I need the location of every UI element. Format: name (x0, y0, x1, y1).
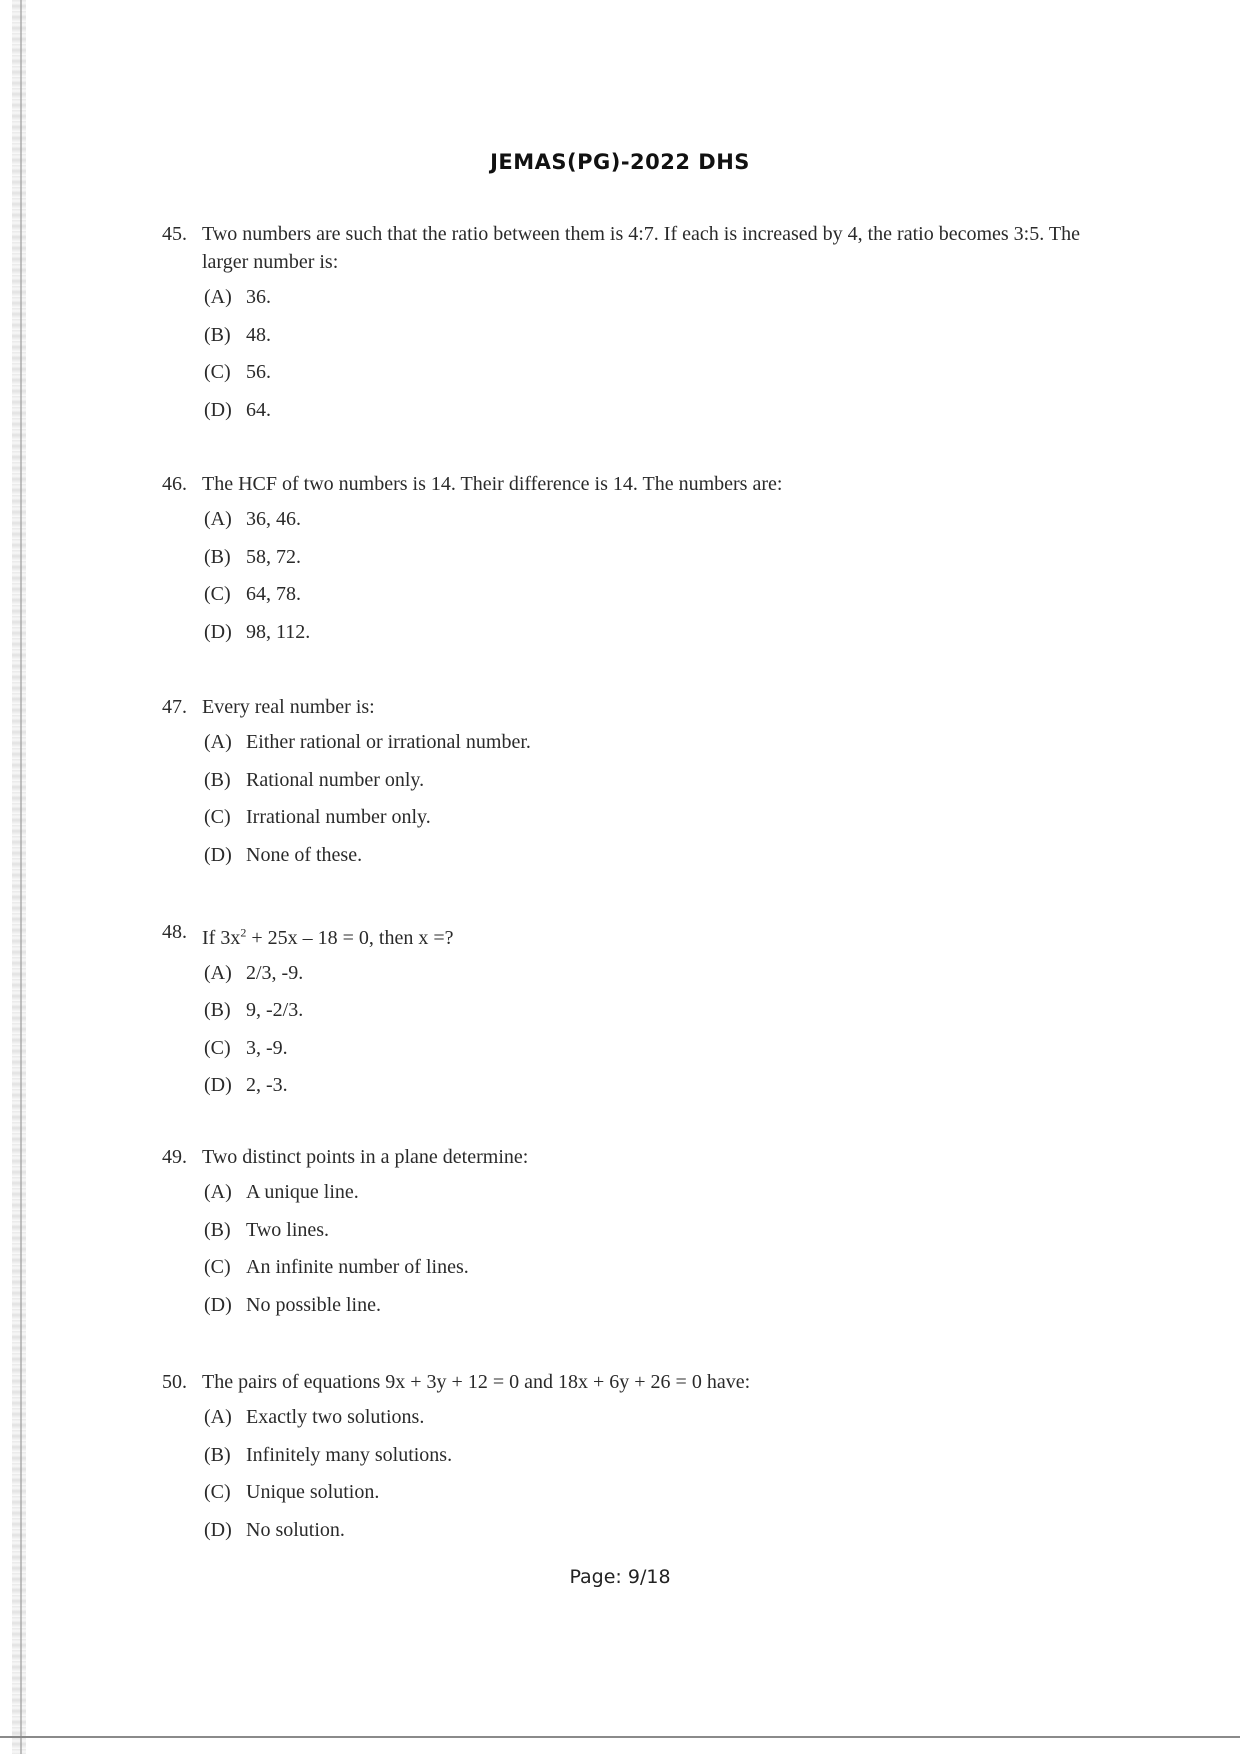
question-stem (162, 220, 1112, 276)
option-a (204, 728, 1112, 766)
option-letter: (B) (204, 545, 231, 568)
equation-prefix: If 3x (202, 926, 241, 949)
question-stem (162, 1368, 1112, 1396)
option-letter: (A) (204, 1406, 232, 1428)
scan-edge-line (20, 0, 22, 1754)
option-text: 36. (246, 286, 271, 308)
option-letter: (B) (204, 1218, 231, 1241)
option-text: No solution. (246, 1518, 345, 1541)
question-49 (162, 1143, 1112, 1328)
option-text: 36, 46. (246, 508, 301, 530)
option-letter: (C) (204, 806, 231, 828)
option-text: Irrational number only. (246, 806, 431, 828)
question-number: 50. (162, 1371, 187, 1393)
option-b (204, 321, 1112, 359)
option-c (204, 580, 1112, 618)
question-45 (162, 220, 1112, 433)
option-letter: (D) (204, 843, 232, 866)
option-a (204, 959, 1112, 997)
option-list (162, 728, 1112, 878)
question-number: 48. (162, 921, 187, 943)
option-text: Infinitely many solutions. (246, 1443, 453, 1466)
question-48 (162, 918, 1112, 1109)
scan-edge-shadow (12, 0, 26, 1754)
option-text: 3, -9. (246, 1036, 288, 1059)
option-d (204, 618, 1112, 656)
option-text: 64. (246, 398, 271, 421)
bottom-edge-rule (0, 1736, 1240, 1738)
option-text: 64, 78. (246, 583, 301, 605)
option-d (204, 1516, 1112, 1554)
option-list (162, 1403, 1112, 1553)
option-text: 48. (246, 323, 271, 346)
option-letter: (D) (204, 398, 232, 421)
option-text: Exactly two solutions. (246, 1406, 425, 1428)
option-letter: (D) (204, 1293, 232, 1316)
option-b (204, 766, 1112, 804)
question-number: 46. (162, 473, 187, 495)
question-text: The pairs of equations 9x + 3y + 12 = 0 and 18x + 6y + 26 = 0 have: (202, 1371, 751, 1393)
option-c (204, 1034, 1112, 1072)
option-b (204, 1441, 1112, 1479)
option-b (204, 1216, 1112, 1254)
option-list (162, 959, 1112, 1109)
option-letter: (C) (204, 361, 231, 383)
option-text: 2, -3. (246, 1074, 288, 1097)
option-d (204, 841, 1112, 879)
option-letter: (A) (204, 286, 232, 308)
option-letter: (C) (204, 1256, 231, 1278)
option-a (204, 1178, 1112, 1216)
option-letter: (A) (204, 961, 232, 984)
option-text: No possible line. (246, 1293, 381, 1316)
option-letter: (D) (204, 620, 232, 643)
question-number: 49. (162, 1146, 187, 1168)
option-text: An infinite number of lines. (246, 1256, 469, 1278)
option-letter: (A) (204, 508, 232, 530)
question-47 (162, 693, 1112, 878)
option-text: A unique line. (246, 1181, 359, 1203)
question-46 (162, 470, 1112, 655)
option-text: Rational number only. (246, 768, 425, 791)
option-letter: (B) (204, 323, 231, 346)
option-a (204, 505, 1112, 543)
option-text: Either rational or irrational number. (246, 731, 531, 753)
option-text: 98, 112. (246, 620, 311, 643)
option-list (162, 505, 1112, 655)
option-c (204, 1253, 1112, 1291)
equation-suffix: + 25x – 18 = 0, then x =? (246, 926, 454, 949)
question-text: Every real number is: (202, 696, 375, 718)
option-b (204, 996, 1112, 1034)
option-text: None of these. (246, 843, 363, 866)
option-letter: (B) (204, 1443, 231, 1466)
option-d (204, 1291, 1112, 1329)
question-text: Two distinct points in a plane determine: (202, 1146, 529, 1168)
option-d (204, 1071, 1112, 1109)
option-text: 58, 72. (246, 545, 301, 568)
question-text (202, 927, 453, 949)
option-list (162, 1178, 1112, 1328)
option-text: Two lines. (246, 1218, 330, 1241)
question-50 (162, 1368, 1112, 1553)
option-letter: (A) (204, 731, 232, 753)
option-letter: (B) (204, 999, 231, 1022)
option-letter: (C) (204, 583, 231, 605)
option-d (204, 396, 1112, 434)
option-letter: (D) (204, 1074, 232, 1097)
question-number: 45. (162, 223, 187, 245)
question-stem (162, 918, 1112, 952)
question-stem (162, 470, 1112, 498)
option-text: 2/3, -9. (246, 961, 304, 984)
option-a (204, 1403, 1112, 1441)
option-list (162, 283, 1112, 433)
question-text: Two numbers are such that the ratio between them is 4:7. If each is increased by 4, the ratio becomes 3:5. The larger number is: (202, 223, 1080, 273)
question-text: The HCF of two numbers is 14. Their difference is 14. The numbers are: (202, 473, 783, 495)
option-letter: (D) (204, 1518, 232, 1541)
equation-exponent: 2 (240, 925, 247, 939)
option-letter: (A) (204, 1181, 232, 1203)
option-c (204, 803, 1112, 841)
option-text: 56. (246, 361, 271, 383)
option-c (204, 358, 1112, 396)
question-stem (162, 1143, 1112, 1171)
option-text: 9, -2/3. (246, 999, 304, 1022)
question-number: 47. (162, 696, 187, 718)
option-c (204, 1478, 1112, 1516)
option-text: Unique solution. (246, 1481, 380, 1503)
page-number: Page: 9/18 (569, 1566, 671, 1588)
option-letter: (B) (204, 768, 231, 791)
question-stem (162, 693, 1112, 721)
option-a (204, 283, 1112, 321)
option-b (204, 543, 1112, 581)
option-letter: (C) (204, 1481, 231, 1503)
option-letter: (C) (204, 1036, 231, 1059)
page-title: JEMAS(PG)-2022 DHS (490, 150, 750, 174)
